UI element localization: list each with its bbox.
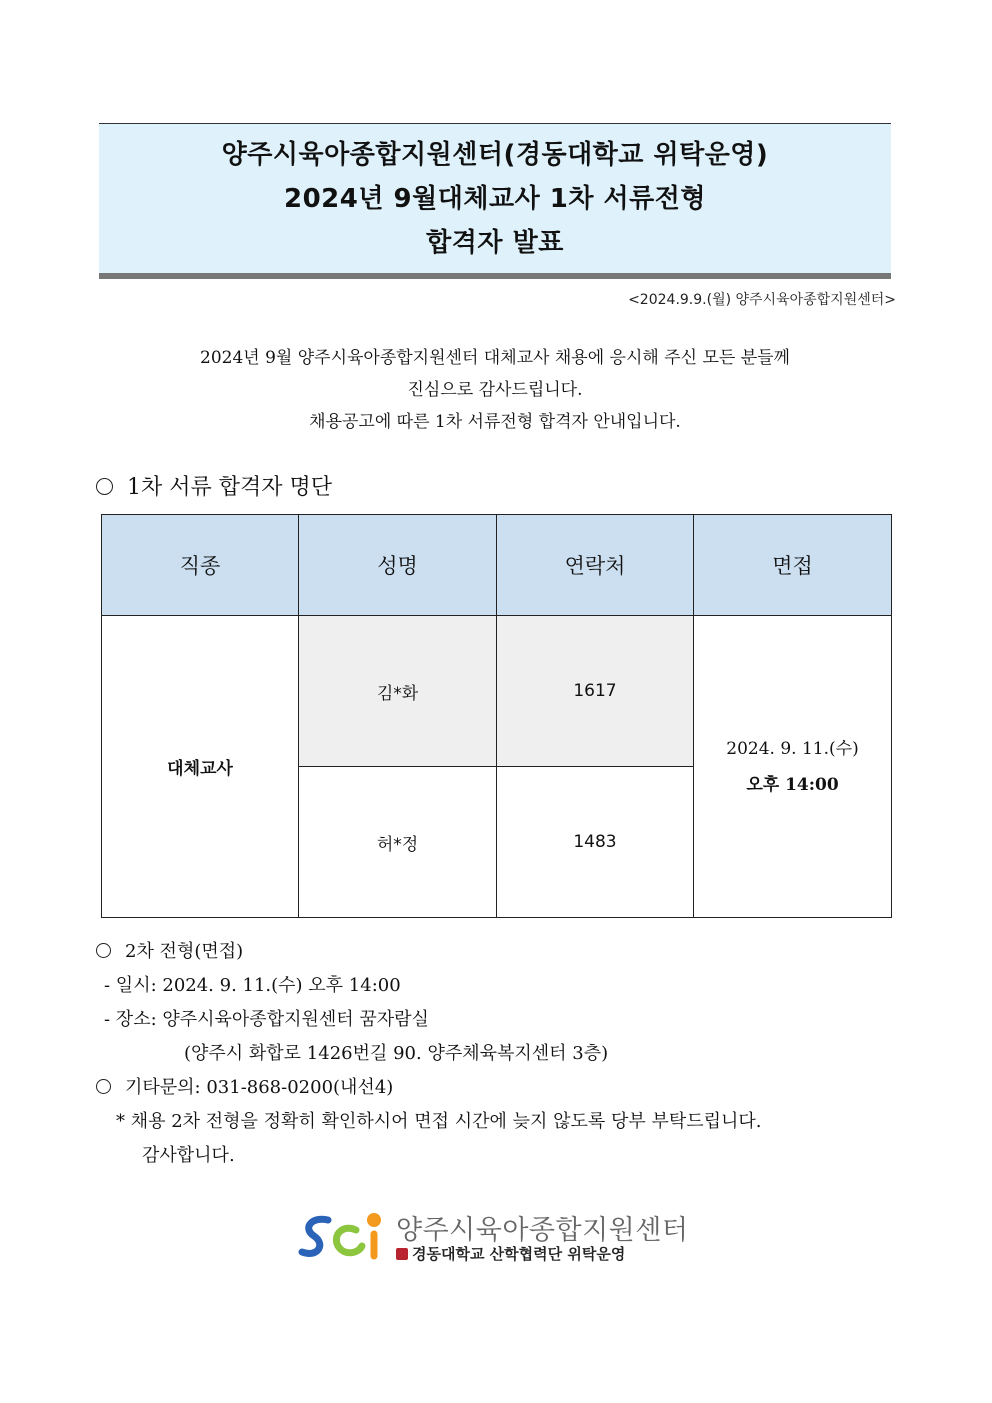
intro-line-1: 2024년 9월 양주시육아종합지원센터 대체교사 채용에 응시해 주신 모든 분들께 — [200, 348, 790, 368]
note-line-2: 감사합니다. — [142, 1145, 235, 1166]
name-cell: 김*화 — [299, 616, 497, 767]
center-logo — [298, 1206, 698, 1266]
table-row — [102, 616, 892, 767]
title-banner — [99, 123, 891, 279]
logo-name: 양주시육아종합지원센터 — [396, 1215, 689, 1246]
interview-time: 오후 14:00 — [746, 774, 839, 795]
university-emblem-icon — [396, 1248, 408, 1260]
details-section — [96, 935, 762, 1173]
intro-text — [100, 342, 890, 438]
job-cell: 대체교사 — [102, 616, 299, 918]
section-heading-interview — [96, 935, 762, 969]
title-line-1: 양주시육아종합지원센터(경동대학교 위탁운영) — [221, 139, 769, 170]
interview-cell — [694, 616, 892, 918]
header-interview: 면접 — [694, 515, 892, 616]
logo-subtitle — [396, 1243, 625, 1264]
interview-datetime: - 일시: 2024. 9. 11.(수) 오후 14:00 — [104, 975, 401, 996]
interview-place: - 장소: 양주시육아종합지원센터 꿈자람실 — [104, 1009, 429, 1030]
passers-table — [101, 514, 892, 918]
table-header-row — [102, 515, 892, 616]
section-heading-passers — [96, 470, 332, 501]
circle-bullet-icon — [96, 478, 113, 495]
circle-bullet-icon — [96, 943, 111, 958]
center-logo-icon — [298, 1206, 390, 1266]
header-job: 직종 — [102, 515, 299, 616]
note-line-1: * 채용 2차 전형을 정확히 확인하시어 면접 시간에 늦지 않도록 당부 부탁드립니다. — [116, 1111, 762, 1132]
logo-subtitle-text: 경동대학교 산학협력단 위탁운영 — [412, 1245, 626, 1263]
title-line-2: 2024년 9월대체교사 1차 서류전형 — [284, 183, 706, 214]
header-contact: 연락처 — [497, 515, 694, 616]
title-line-3: 합격자 발표 — [426, 227, 564, 258]
contact-cell: 1483 — [497, 767, 694, 918]
section-title: 1차 서류 합격자 명단 — [127, 475, 332, 500]
intro-line-2: 진심으로 감사드립니다. — [407, 380, 583, 400]
header-name: 성명 — [299, 515, 497, 616]
interview-section-title: 2차 전형(면접) — [125, 941, 244, 962]
intro-line-3: 채용공고에 따른 1차 서류전형 합격자 안내입니다. — [309, 412, 681, 432]
interview-address: (양주시 화합로 1426번길 90. 양주체육복지센터 3층) — [184, 1043, 609, 1064]
circle-bullet-icon — [96, 1079, 111, 1094]
interview-date: 2024. 9. 11.(수) — [726, 738, 859, 759]
contact-cell: 1617 — [497, 616, 694, 767]
contact-line — [96, 1071, 762, 1105]
date-line: <2024.9.9.(월) 양주시육아종합지원센터> — [628, 292, 896, 308]
name-cell: 허*정 — [299, 767, 497, 918]
contact-text: 기타문의: 031-868-0200(내선4) — [125, 1077, 394, 1098]
